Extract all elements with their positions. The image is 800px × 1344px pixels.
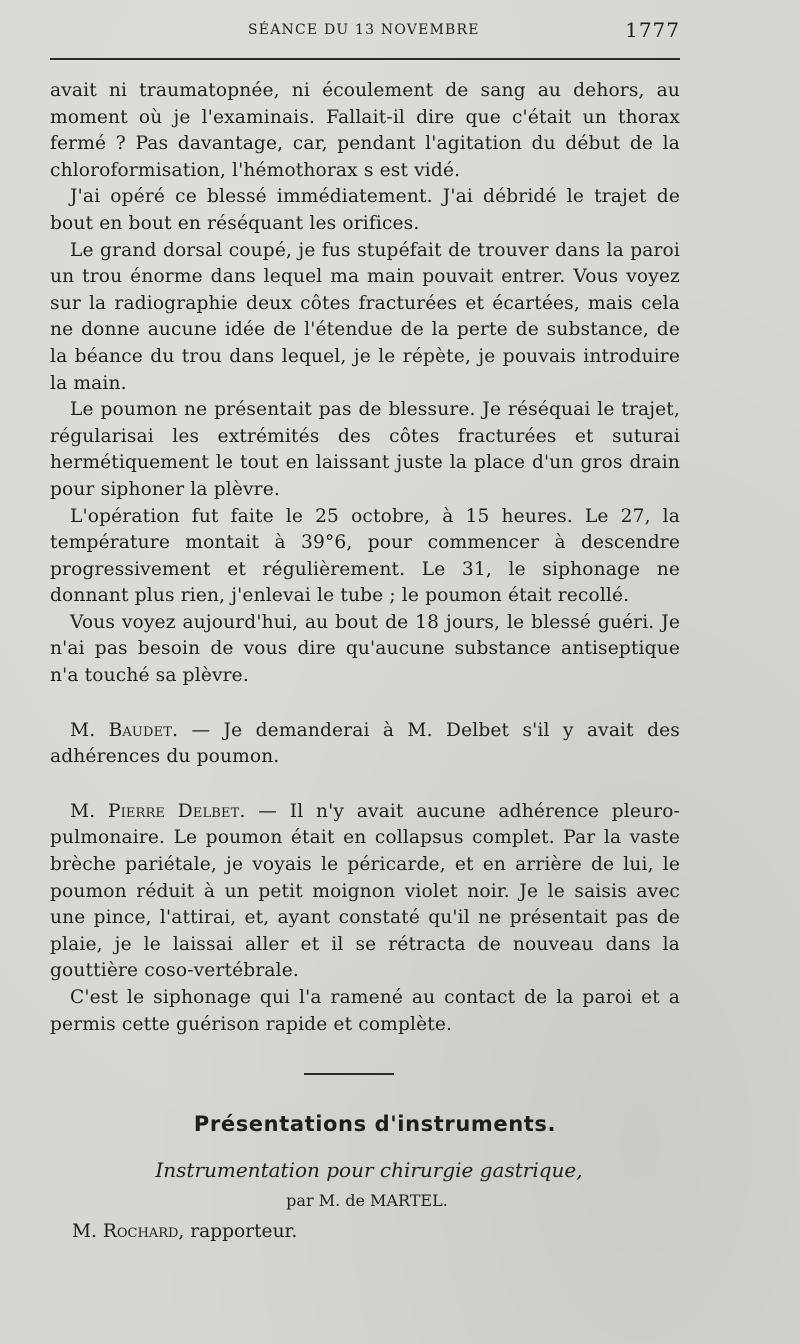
baudet-question — [50, 718, 680, 771]
page-number: 1777 — [625, 18, 680, 42]
document-page — [50, 18, 680, 1242]
delbet-text: — Il n'y avait aucune adhérence pleuro-pulmonaire. Le poumon était en collapsus complet. Par la vaste brèche pariétale, je voyais le péricarde, et en arrière de lui, le poumon réduit à un petit moignon violet noir. Je le saisis avec une pince, l'attirai, et, ayant constaté qu'il ne présentait pas de plaie, je le laissai aller et il se rétracta de nouveau dans la gouttière coso-vertébrale. — [50, 800, 680, 982]
speaker-delbet: M. Pierre Delbet. — [70, 800, 246, 822]
running-head — [50, 18, 680, 48]
paragraph-continued: avait ni traumatopnée, ni écoulement de sang au dehors, au moment où je l'examinais. Fallait-il dire que c'était un thorax fermé ? Pas davantage, car, pendant l'agitation du début de la chloroformisation, l'hémothorax s est vidé. — [50, 80, 680, 181]
section-divider — [304, 1073, 394, 1075]
rapporteur-line — [50, 1221, 680, 1242]
baudet-text: — Je demanderai à M. Delbet s'il y avait des adhérences du poumon. — [50, 719, 680, 768]
paragraph-operation: J'ai opéré ce blessé immédiatement. J'ai débridé le trajet de bout en bout en réséquant les orifices. — [50, 186, 680, 234]
paragraph-outcome: Vous voyez aujourd'hui, au bout de 18 jours, le blessé guéri. Je n'ai pas besoin de vous dire qu'aucune substance antiseptique n'a touché sa plèvre. — [50, 611, 680, 687]
paragraph-closing: C'est le siphonage qui l'a ramené au contact de la paroi et a permis cette guérison rapide et complète. — [50, 987, 680, 1035]
section-heading: Présentations d'instruments. — [193, 1112, 557, 1137]
paragraph-findings: Le grand dorsal coupé, je fus stupéfait de trouver dans la paroi un trou énorme dans lequel ma main pouvait entrer. Vous voyez sur la radiographie deux côtes fracturées et écartées, mais cela ne donne aucune idée de l'étendue de la perte de substance, de la béance du trou dans lequel, je le répète, je pouvais introduire la main. — [50, 239, 680, 394]
header-rule — [50, 58, 680, 60]
paragraph-course: L'opération fut faite le 25 octobre, à 15 heures. Le 27, la température montait à 39°6, pour commencer à descendre progressivement et régulièrement. Le 31, le siphonage ne donnant plus rien, j'enlevai le tube ; le poumon était recollé. — [50, 505, 680, 607]
section-byline: par M. de MARTEL. — [286, 1191, 448, 1211]
rapporteur-name: M. Rochard — [72, 1221, 179, 1243]
body-text — [50, 78, 680, 1038]
section-subtitle: Instrumentation pour chirurgie gastrique, — [155, 1158, 583, 1183]
delbet-reply — [50, 799, 680, 985]
rapporteur-role: , rapporteur. — [178, 1221, 298, 1243]
speaker-baudet: M. Baudet. — [70, 719, 179, 741]
running-title: SÉANCE DU 13 NOVEMBRE — [248, 22, 480, 38]
paragraph-lung: Le poumon ne présentait pas de blessure. Je réséquai le trajet, régularisai les extrémités des côtes fracturées et suturai hermétiquement le tout en laissant juste la place d'un gros drain pour siphoner la plèvre. — [50, 399, 680, 500]
